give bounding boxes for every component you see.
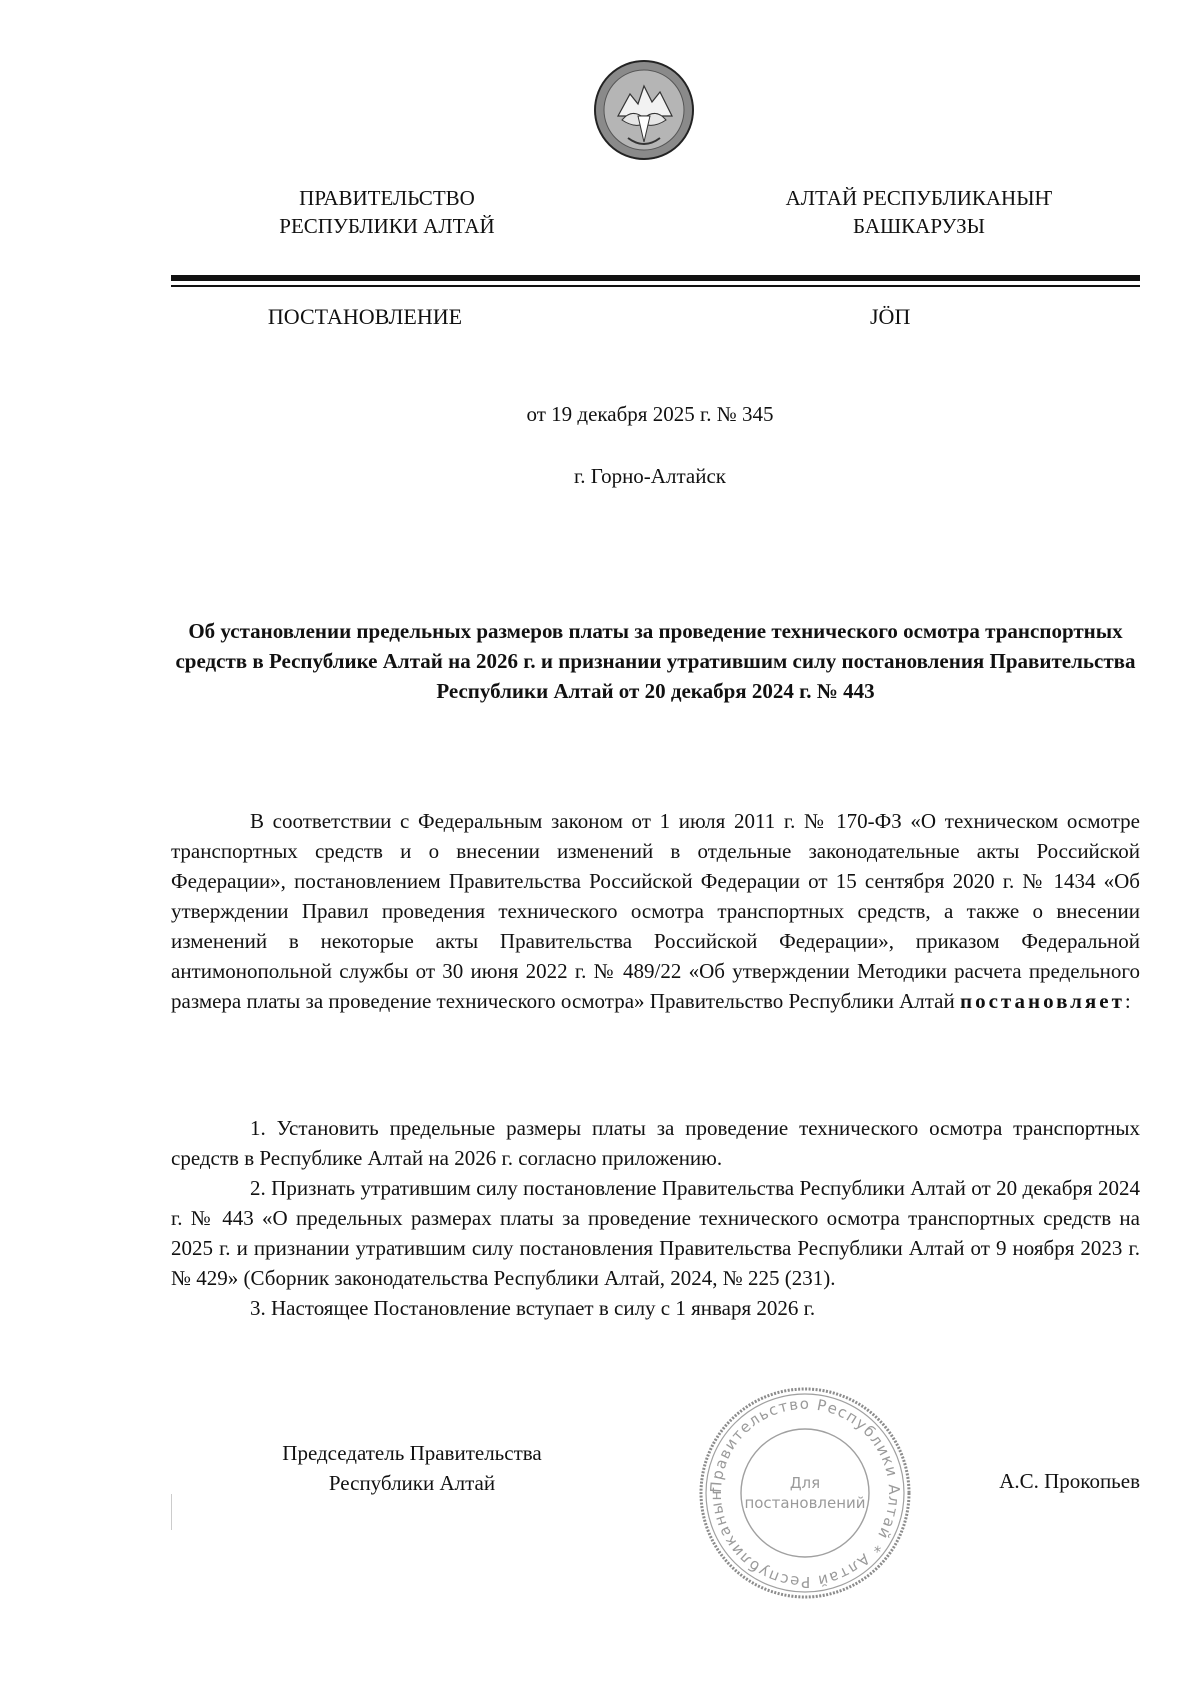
header-divider-thin — [171, 285, 1140, 287]
document-city: г. Горно-Алтайск — [574, 464, 726, 488]
document-type-altai: JӦП — [870, 304, 911, 329]
preamble-keyword: постановляет — [960, 989, 1125, 1013]
stamp-center-line1: Для — [789, 1474, 821, 1492]
government-name-altai-line2: БАШКАРУЗЫ — [853, 214, 985, 238]
preamble-colon: : — [1124, 989, 1131, 1013]
resolution-point-3: 3. Настоящее Постановление вступает в силу с 1 января 2026 г. — [250, 1296, 816, 1320]
government-name-altai-line1: АЛТАЙ РЕСПУБЛИКАНЫҤ — [785, 186, 1053, 210]
stamp-center-line2: постановлений — [744, 1494, 866, 1512]
preamble-paragraph — [171, 806, 1140, 1016]
resolution-point-2: 2. Признать утратившим силу постановление Правительства Республики Алтай от 20 декабря 2024 г. № 443 «О предельных размерах платы за проведение технического осмотра транспортных средств на 2025 г. и признании утратившим силу постановления Правительства Республики Алтай от 9 ноября 2023 г. № 429» (Сборник законодательства Республики Алтай, 2024, № 225 (231). — [171, 1176, 1140, 1290]
government-name-altai — [764, 184, 1074, 240]
document-title: Об установлении предельных размеров платы за проведение технического осмотра транспортных средств в Республике Алтай на 2026 г. и признании утратившим силу постановления Правительства Республики Алтай от 20 декабря 2024 г. № 443 — [175, 619, 1136, 703]
document-type-russian: ПОСТАНОВЛЕНИЕ — [267, 304, 463, 329]
resolution-point-1: 1. Установить предельные размеры платы за проведение технического осмотра транспортных средств в Республике Алтай на 2026 г. согласно приложению. — [171, 1116, 1140, 1170]
stamp-ring-text: Правительство Республики Алтай * Алтай Республиканыҥ — [706, 1394, 904, 1592]
signatory-name: А.С. Прокопьев — [999, 1469, 1140, 1493]
government-name-line1: ПРАВИТЕЛЬСТВО — [299, 186, 475, 210]
government-name-russian — [232, 184, 542, 240]
resolution-points — [171, 1113, 1140, 1323]
document-date-number: от 19 декабря 2025 г. № 345 — [526, 402, 774, 426]
signatory-title-line2: Республики Алтай — [328, 1471, 496, 1495]
preamble-text: В соответствии с Федеральным законом от 1 июля 2011 г. № 170-ФЗ «О техническом осмотре транспортных средств и о внесении изменений в отдельные законодательные акты Российской Федерации», постановлением Правительства Российской Федерации от 15 сентября 2020 г. № 1434 «Об утверждении Правил проведения технического осмотра транспортных средств, а также о внесении изменений в некоторые акты Правительства Российской Федерации», приказом Федеральной антимонопольной службы от 30 июня 2022 г. № 489/22 «Об утверждении Методики расчета предельного размера платы за проведение технического осмотра» Правительство Республики Алтай — [171, 809, 1140, 1013]
government-name-line2: РЕСПУБЛИКИ АЛТАЙ — [279, 214, 495, 238]
signatory-title-line1: Председатель Правительства — [282, 1441, 542, 1465]
margin-mark — [171, 1494, 172, 1530]
signatory-title — [242, 1438, 582, 1498]
header-divider-thick — [171, 275, 1140, 281]
coat-of-arms-emblem — [592, 58, 696, 162]
official-seal-stamp — [696, 1384, 914, 1602]
